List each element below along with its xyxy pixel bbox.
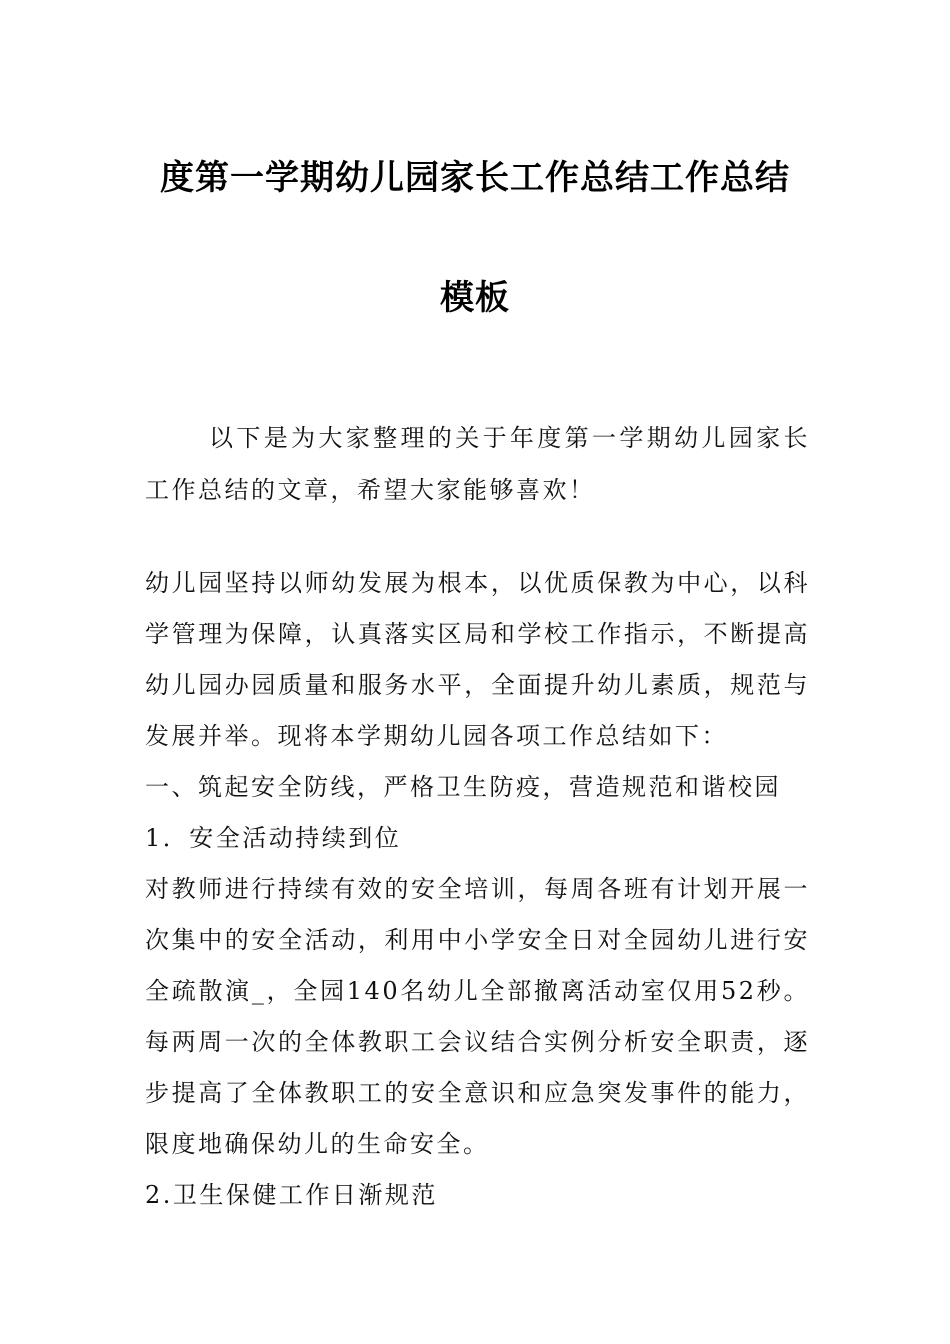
section-heading-safety: 一、筑起安全防线，严格卫生防疫，营造规范和谐校园 — [145, 773, 781, 801]
document-title-line-2: 模板 — [440, 278, 510, 318]
subheading-health-care: 2.卫生保健工作日渐规范 — [145, 1181, 438, 1209]
intro-paragraph: 以下是为大家整理的关于年度第一学期幼儿园家长工作总结的文章，希望大家能够喜欢！ — [145, 424, 810, 504]
body-paragraph-overview: 幼儿园坚持以师幼发展为根本，以优质保教为中心，以科学管理为保障，认真落实区局和学校工作指示，不断提高幼儿园办园质量和服务水平，全面提升幼儿素质，规范与发展并举。现将本学期幼儿园各项工作总结如下： — [145, 569, 810, 750]
body-paragraph-safety-training: 对教师进行持续有效的安全培训，每周各班有计划开展一次集中的安全活动，利用中小学安全日对全园幼儿进行安全疏散演_，全园140名幼儿全部撤离活动室仅用52秒。每两周一次的全体教职工会议结合实例分析安全职责，逐步提高了全体教职工的安全意识和应急突发事件的能力，限度地确保幼儿的生命安全。 — [145, 875, 810, 1158]
document-body — [145, 558, 810, 1221]
subheading-safety-activities: 1．安全活动持续到位 — [145, 824, 402, 852]
document-title-line-1: 度第一学期幼儿园家长工作总结工作总结 — [160, 158, 790, 198]
